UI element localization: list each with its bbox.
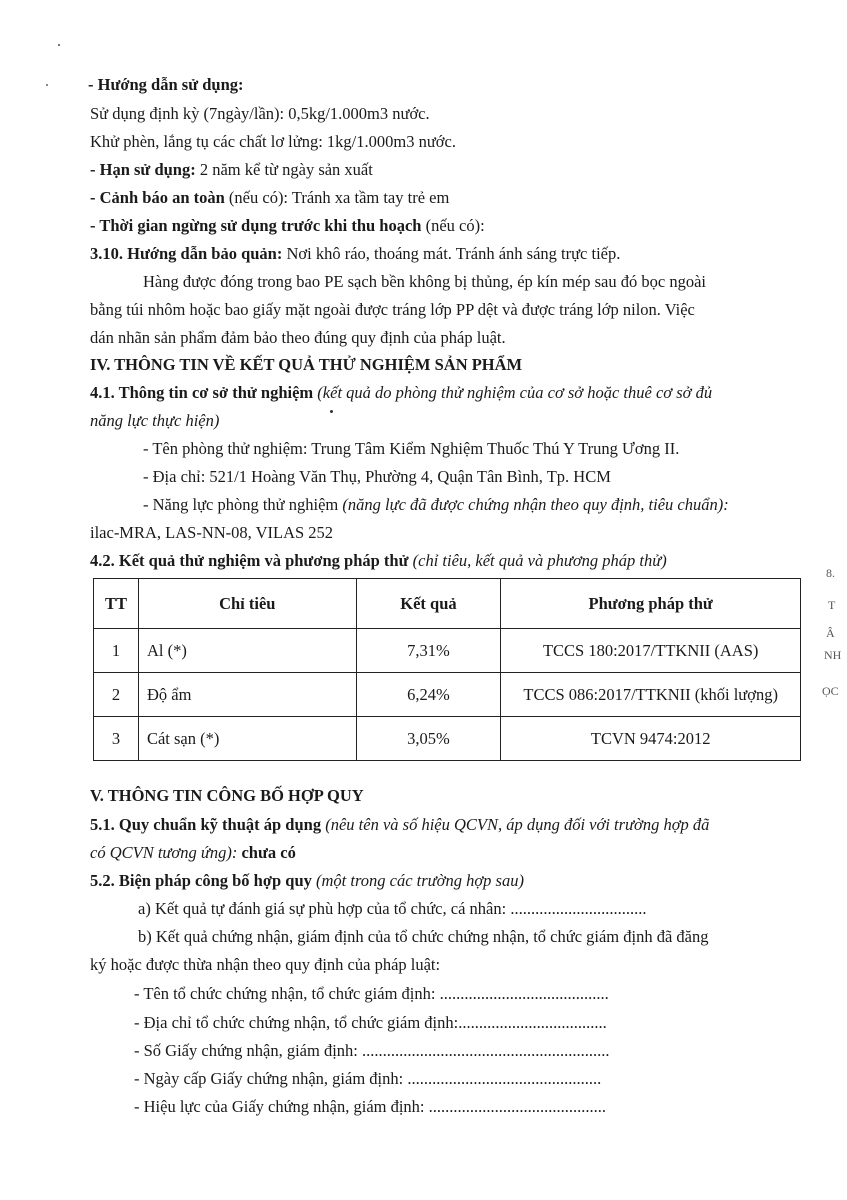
col-header-tt: TT [94,579,139,629]
col-header-criterion: Chỉ tiêu [138,579,356,629]
lab-capacity-value: ilac-MRA, LAS-NN-08, VILAS 252 [90,523,334,542]
warning-line [90,188,449,208]
table-header-row [94,579,801,629]
cell-result: 6,24% [356,673,501,717]
option-b-line-1: b) Kết quả chứng nhận, giám định của tổ chức chứng nhận, tổ chức giám định đã đăng [138,927,709,946]
margin-stamp-fragment: 8. [826,566,835,580]
scan-speck [46,84,48,86]
s51-line [90,815,709,835]
results-table [93,578,801,761]
scan-speck [330,410,333,413]
option-a: a) Kết quả tự đánh giá sự phù hợp của tổ chức, cá nhân: ................................. [138,899,647,918]
cell-criterion: Độ ẩm [138,673,356,717]
s52-note: (một trong các trường hợp sau) [311,871,524,890]
storage-para-line-3: dán nhãn sản phẩm đảm bảo theo đúng quy định của pháp luật. [90,328,506,347]
s51-note: (nêu tên và số hiệu QCVN, áp dụng đối với trường hợp đã [321,815,710,834]
margin-stamp-fragment: NH [824,648,842,662]
option-b-line-2: ký hoặc được thừa nhận theo quy định của pháp luật: [90,955,441,974]
cell-result: 7,31% [356,629,501,673]
usage-line-2: Khử phèn, lắng tụ các chất lơ lửng: 1kg/1.000m3 nước. [90,132,456,151]
margin-stamp-fragment: Â [826,626,835,640]
storage-line [90,244,620,264]
s51-value: chưa có [241,843,296,862]
storage-para-line-1: Hàng được đóng trong bao PE sạch bền không bị thủng, ép kín mép sau đó bọc ngoài [143,272,706,291]
usage-heading: - Hướng dẫn sử dụng: [88,75,244,94]
s41-note-line-2: năng lực thực hiện) [90,411,220,430]
table-row [94,629,801,673]
table-row [94,673,801,717]
s51-label: 5.1. Quy chuẩn kỹ thuật áp dụng [90,815,322,834]
s41-label: 4.1. Thông tin cơ sở thử nghiệm [90,383,314,402]
storage-label: 3.10. Hướng dẫn bảo quản: [90,244,283,263]
lab-address: - Địa chỉ: 521/1 Hoàng Văn Thụ, Phường 4, Quận Tân Bình, Tp. HCM [143,467,611,486]
field-org-address: - Địa chỉ tổ chức chứng nhận, tổ chức giám định:.................................... [134,1013,607,1032]
storage-value: Nơi khô ráo, thoáng mát. Tránh ánh sáng trực tiếp. [282,244,621,263]
section-4-title: IV. THÔNG TIN VỀ KẾT QUẢ THỬ NGHIỆM SẢN PHẨM [90,355,523,374]
scan-speck [58,44,60,46]
lab-capacity-note: (năng lực đã được chứng nhận theo quy định, tiêu chuẩn): [342,495,729,514]
s41-note: (kết quả do phòng thử nghiệm của cơ sở hoặc thuê cơ sở đủ [313,383,713,402]
s52-label: 5.2. Biện pháp công bố hợp quy [90,871,312,890]
cell-method: TCVN 9474:2012 [501,717,801,761]
warning-value: (nếu có): Tránh xa tầm tay trẻ em [224,188,450,207]
cell-method: TCCS 086:2017/TTKNII (khối lượng) [501,673,801,717]
margin-stamp-fragment: T [828,598,836,612]
lab-capacity-label: - Năng lực phòng thử nghiệm [143,495,343,514]
expiry-value: 2 năm kể từ ngày sản xuất [195,160,373,179]
expiry-line [90,160,373,180]
withdrawal-value: (nếu có): [421,216,485,235]
s51-line-2 [90,843,296,863]
field-issue-date: - Ngày cấp Giấy chứng nhận, giám định: ............................................... [134,1069,602,1088]
cell-criterion: Cát sạn (*) [138,717,356,761]
lab-name: - Tên phòng thử nghiệm: Trung Tâm Kiểm Nghiệm Thuốc Thú Y Trung Ương II. [143,439,680,458]
s52-line [90,871,524,891]
withdrawal-label: - Thời gian ngừng sử dụng trước khi thu hoạch [90,216,422,235]
cell-criterion: Al (*) [138,629,356,673]
s42-label: 4.2. Kết quả thử nghiệm và phương pháp thử [90,551,409,570]
field-validity: - Hiệu lực của Giấy chứng nhận, giám định: ........................................... [134,1097,607,1116]
warning-label: - Cảnh báo an toàn [90,188,225,207]
field-cert-no: - Số Giấy chứng nhận, giám định: ............................................................ [134,1041,610,1060]
withdrawal-line [90,216,485,236]
lab-capacity-line [143,495,729,515]
cell-method: TCCS 180:2017/TTKNII (AAS) [501,629,801,673]
s51-note-line-2: có QCVN tương ứng): [90,843,242,862]
storage-para-line-2: bằng túi nhôm hoặc bao giấy mặt ngoài được tráng lớp PP dệt và được tráng lớp nilon. Việc [90,300,695,319]
expiry-label: - Hạn sử dụng: [90,160,196,179]
section-5-title: V. THÔNG TIN CÔNG BỐ HỢP QUY [90,786,364,805]
s42-line [90,551,667,571]
cell-result: 3,05% [356,717,501,761]
field-org-name: - Tên tổ chức chứng nhận, tổ chức giám định: ......................................... [134,984,609,1003]
col-header-result: Kết quả [356,579,501,629]
cell-tt: 3 [94,717,139,761]
margin-stamp-fragment: ỌC [822,684,839,698]
table-row [94,717,801,761]
cell-tt: 1 [94,629,139,673]
s42-note: (chỉ tiêu, kết quả và phương pháp thử) [408,551,667,570]
col-header-method: Phương pháp thử [501,579,801,629]
cell-tt: 2 [94,673,139,717]
s41-line [90,383,712,403]
usage-line-1: Sử dụng định kỳ (7ngày/lần): 0,5kg/1.000m3 nước. [90,104,430,123]
